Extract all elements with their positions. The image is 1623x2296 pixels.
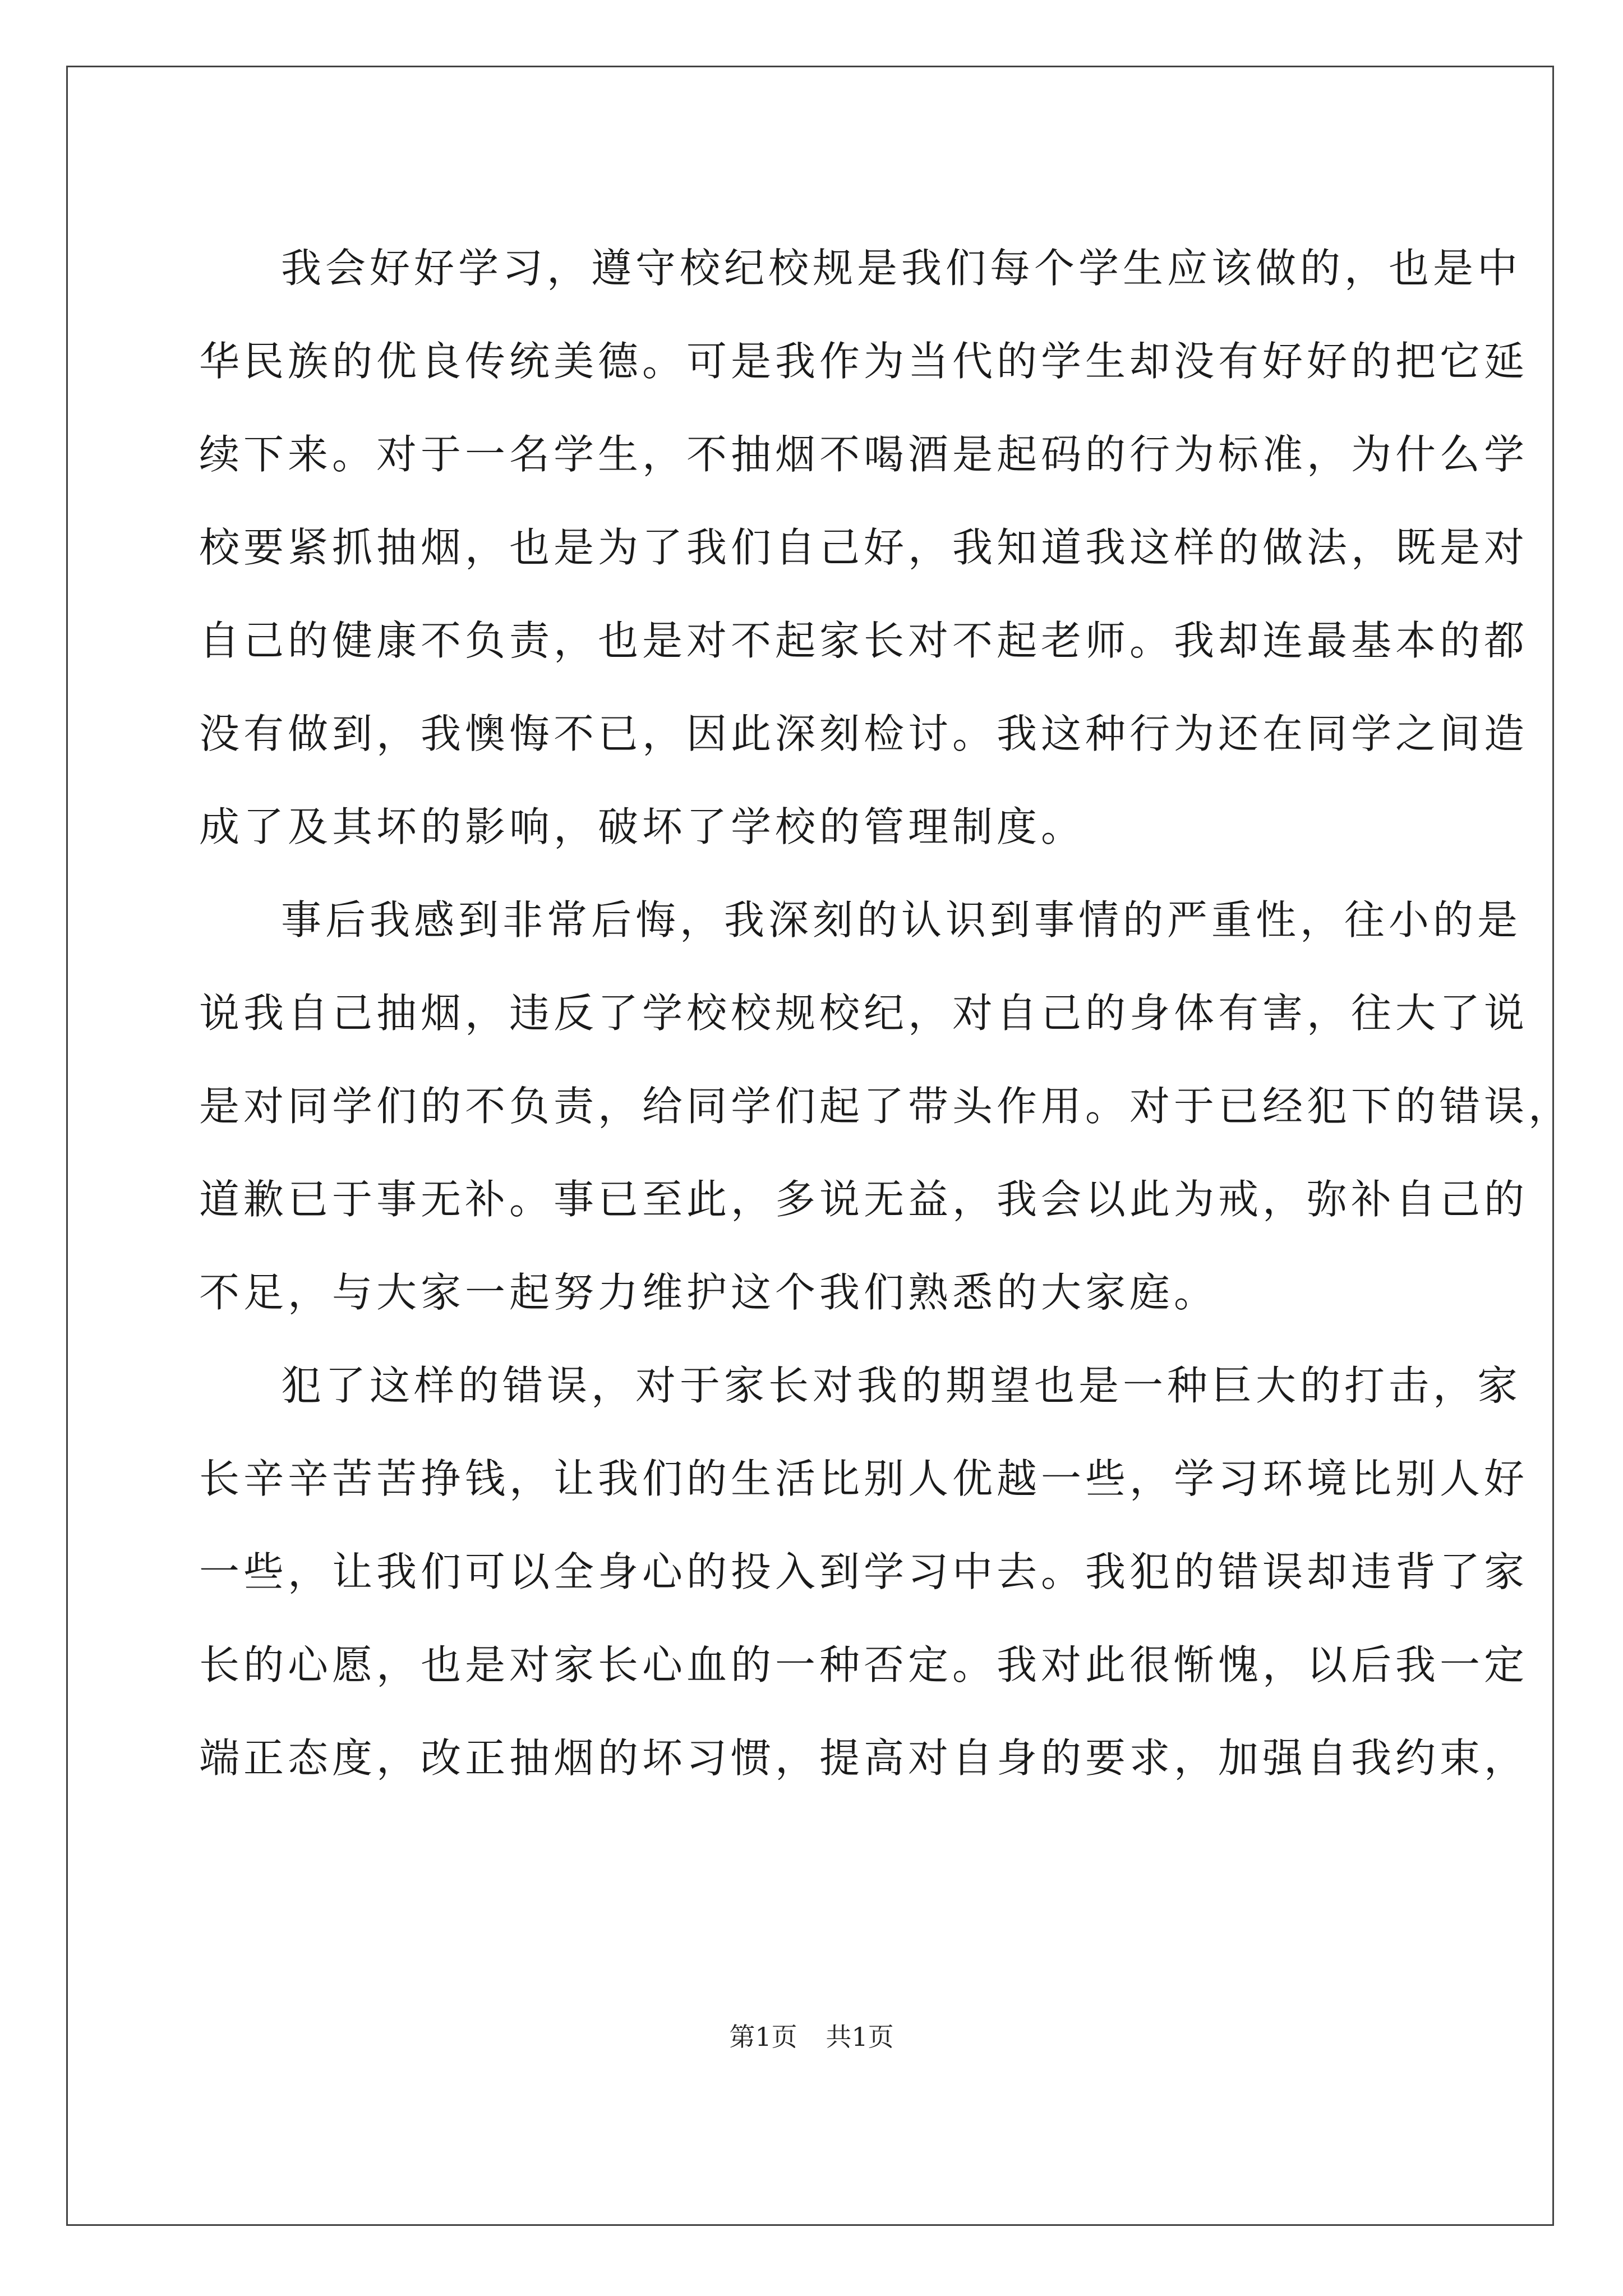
text-line: 我会好好学习，遵守校纪校规是我们每个学生应该做的，也是中 [281,245,1522,292]
text-line: 长辛辛苦苦挣钱，让我们的生活比别人优越一些，学习环境比别人好 [199,1455,1529,1502]
text-line: 成了及其坏的影响，破坏了学校的管理制度。 [199,803,1086,850]
text-line: 是对同学们的不负责，给同学们起了带头作用。对于已经犯下的错误， [199,1083,1573,1130]
text-line: 犯了这样的错误，对于家长对我的期望也是一种巨大的打击，家 [281,1362,1522,1409]
document-body [199,222,1573,1805]
text-line: 没有做到，我懊悔不已，因此深刻检讨。我这种行为还在同学之间造 [199,710,1529,757]
text-line: 端正态度，改正抽烟的坏习惯，提高对自身的要求，加强自我约束， [199,1734,1529,1782]
text-line: 事后我感到非常后悔，我深刻的认识到事情的严重性，往小的是 [281,896,1522,944]
text-line: 华民族的优良传统美德。可是我作为当代的学生却没有好好的把它延 [199,338,1529,385]
text-line: 不足，与大家一起努力维护这个我们熟悉的大家庭。 [199,1269,1219,1316]
text-line: 长的心愿，也是对家长心血的一种否定。我对此很惭愧，以后我一定 [199,1641,1529,1688]
page-total: 共1页 [826,2022,894,2052]
text-line: 自己的健康不负责，也是对不起家长对不起老师。我却连最基本的都 [199,617,1529,664]
text-line: 续下来。对于一名学生，不抽烟不喝酒是起码的行为标准，为什么学 [199,431,1529,478]
text-line: 校要紧抓抽烟，也是为了我们自己好，我知道我这样的做法，既是对 [199,524,1529,571]
text-line: 道歉已于事无补。事已至此，多说无益，我会以此为戒，弥补自己的 [199,1176,1529,1223]
text-line: 说我自己抽烟，违反了学校校规校纪，对自己的身体有害，往大了说 [199,990,1529,1037]
page-number: 第1页 [729,2022,797,2052]
text-line: 一些，让我们可以全身心的投入到学习中去。我犯的错误却违背了家 [199,1548,1529,1595]
page-footer [0,2017,1623,2054]
